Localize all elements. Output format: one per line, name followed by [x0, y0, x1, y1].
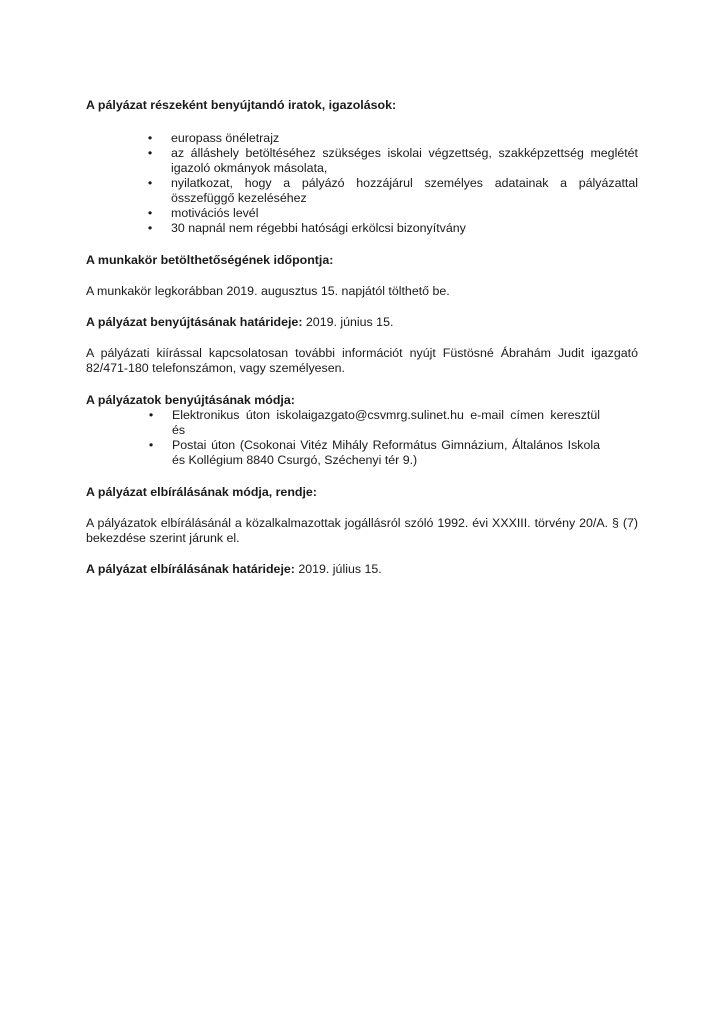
submission-list [86, 408, 638, 468]
list-item-text: europass önéletrajz [171, 131, 280, 145]
info-text: A pályázati kiírással kapcsolatosan további információt nyújt Füstösné Ábrahám Judit igazgató 82/471-180 telefonszámon, vagy személyesen. [86, 346, 638, 375]
list-item [86, 438, 638, 468]
deadline-label: A pályázat benyújtásának határideje: [86, 315, 303, 329]
list-item-text: az álláshely betöltéséhez szükséges iskolai végzettség, szakképzettség meglétét igazoló okmányok másolata, [171, 146, 638, 175]
bullet-icon: • [147, 176, 153, 190]
bullet-icon: • [148, 408, 154, 422]
document-page [86, 98, 638, 577]
list-item-text: 30 napnál nem régebbi hatósági erkölcsi bizonyítvány [171, 221, 466, 235]
evaluation-deadline-value: 2019. július 15. [294, 562, 382, 576]
list-item [86, 408, 638, 438]
bullet-icon: • [148, 438, 154, 452]
bullet-icon: • [147, 146, 153, 160]
submission-heading: A pályázatok benyújtásának módja: [86, 393, 295, 407]
list-item [86, 176, 638, 206]
list-item [86, 131, 638, 146]
start-date-heading: A munkakör betölthetőségének időpontja: [86, 253, 334, 267]
start-date-text: A munkakör legkorábban 2019. augusztus 15. napjától tölthető be. [86, 284, 450, 298]
bullet-icon: • [147, 221, 153, 235]
list-item-text: motivációs levél [171, 206, 259, 220]
documents-list [86, 131, 638, 236]
list-item [86, 221, 638, 236]
evaluation-text: A pályázatok elbírálásánál a közalkalmazottak jogállásról szóló 1992. évi XXXIII. törvény 20/A. § (7) bekezdése szerint járunk el. [86, 516, 638, 545]
evaluation-heading: A pályázat elbírálásának módja, rendje: [86, 485, 317, 499]
list-item-text: Postai úton (Csokonai Vitéz Mihály Református Gimnázium, Általános Iskola és Kollégium 8840 Csurgó, Széchenyi tér 9.) [172, 438, 600, 467]
evaluation-deadline-label: A pályázat elbírálásának határideje: [86, 562, 295, 576]
list-item-text: Elektronikus úton iskolaigazgato@csvmrg.sulinet.hu e-mail címen keresztül és [172, 408, 600, 437]
documents-heading: A pályázat részeként benyújtandó iratok, igazolások: [86, 98, 397, 112]
bullet-icon: • [147, 131, 153, 145]
list-item [86, 206, 638, 221]
bullet-icon: • [147, 206, 153, 220]
list-item-text: nyilatkozat, hogy a pályázó hozzájárul személyes adatainak a pályázattal összefüggő kezeléséhez [171, 176, 638, 205]
evaluation-deadline-line [86, 562, 638, 577]
deadline-value: 2019. június 15. [302, 315, 394, 329]
list-item [86, 146, 638, 176]
deadline-line [86, 315, 638, 330]
